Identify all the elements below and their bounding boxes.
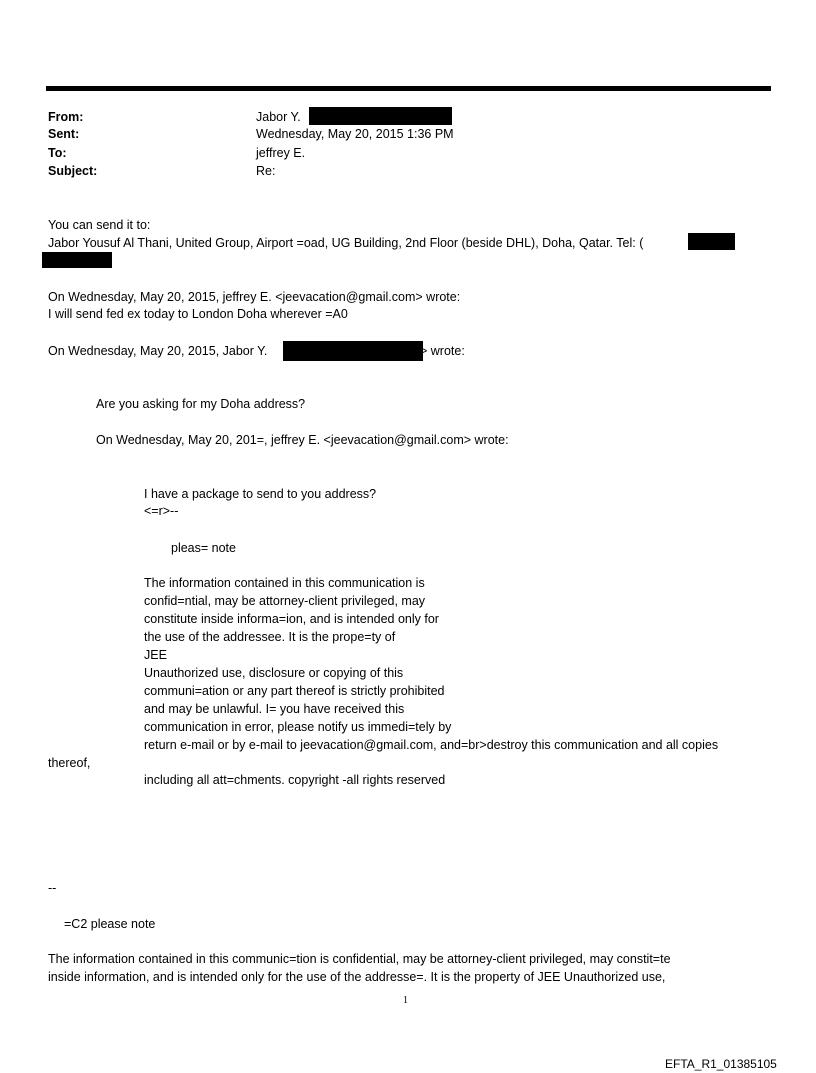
redaction-tel-cont: [42, 252, 112, 268]
redaction-from-email: [309, 107, 452, 125]
final-disclaimer-line: The information contained in this communic=tion is confidential, may be attorney-client privileged, may constit=te: [48, 952, 671, 966]
to-value: jeffrey E.: [256, 146, 306, 160]
reply2-header-end: > wrote:: [420, 344, 465, 358]
question-doha-address: Are you asking for my Doha address?: [96, 397, 306, 411]
sent-label: Sent:: [48, 127, 80, 141]
disclaimer-line: and may be unlawful. I= you have received this: [144, 702, 405, 716]
final-disclaimer-line: inside information, and is intended only for the use of the addresse=. It is the property of JEE Unauthorized use,: [48, 970, 666, 984]
address-line: Jabor Yousuf Al Thani, United Group, Airport =oad, UG Building, 2nd Floor (beside DHL), Doha, Qatar. Tel: (: [48, 236, 644, 250]
reply1-text: I will send fed ex today to London Doha wherever =A0: [48, 307, 348, 321]
page-number: 1: [403, 995, 408, 1006]
intro-line: You can send it to:: [48, 218, 151, 232]
redaction-tel: [688, 233, 735, 250]
disclaimer-line: constitute inside informa=ion, and is intended only for: [144, 612, 439, 626]
disclaimer-line: Unauthorized use, disclosure or copying of this: [144, 666, 404, 680]
disclaimer-line: confid=ntial, may be attorney-client privileged, may: [144, 594, 426, 608]
disclaimer-line: return e-mail or by e-mail to jeevacation@gmail.com, and=br>destroy this communication and all copies: [144, 738, 719, 752]
disclaimer-line: communication in error, please notify us immedi=tely by: [144, 720, 452, 734]
c2-please-note: =C2 please note: [64, 917, 156, 931]
reply3-header: On Wednesday, May 20, 201=, jeffrey E. <jeevacation@gmail.com> wrote:: [96, 433, 509, 447]
redaction-reply2-email: [283, 341, 423, 361]
disclaimer-line: JEE: [144, 648, 167, 662]
to-label: To:: [48, 146, 67, 160]
reply2-header-start: On Wednesday, May 20, 2015, Jabor Y.: [48, 344, 268, 358]
reply1-header: On Wednesday, May 20, 2015, jeffrey E. <jeevacation@gmail.com> wrote:: [48, 290, 461, 304]
package-line: I have a package to send to you address?: [144, 487, 377, 501]
subject-value: Re:: [256, 164, 276, 178]
document-id: EFTA_R1_01385105: [665, 1057, 777, 1071]
sent-value: Wednesday, May 20, 2015 1:36 PM: [256, 127, 454, 141]
separator-dashes: --: [48, 881, 57, 895]
header-rule: [46, 86, 771, 91]
disclaimer-line: the use of the addressee. It is the prope=ty of: [144, 630, 396, 644]
disclaimer-line: The information contained in this communication is: [144, 576, 425, 590]
thereof-line: thereof,: [48, 756, 91, 770]
br-tag-line: <=r>--: [144, 504, 179, 518]
please-note: pleas= note: [171, 541, 236, 555]
subject-label: Subject:: [48, 164, 98, 178]
from-value: Jabor Y.: [256, 110, 301, 124]
from-label: From:: [48, 110, 84, 124]
attachments-line: including all att=chments. copyright -all rights reserved: [144, 773, 446, 787]
disclaimer-line: communi=ation or any part thereof is strictly prohibited: [144, 684, 445, 698]
